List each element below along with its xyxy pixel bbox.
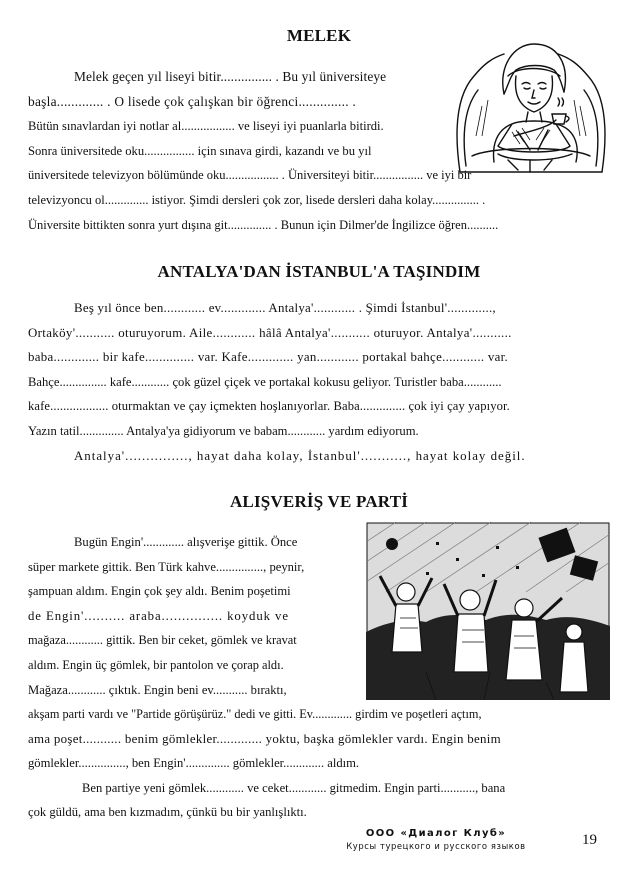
alisveris-title: ALIŞVERİŞ VE PARTİ	[229, 492, 409, 511]
publisher-footer	[316, 828, 556, 851]
alisveris-text-short	[28, 530, 358, 702]
woman-with-cup-illustration	[452, 36, 610, 174]
antalya-line: Bahçe............... kafe............ çok güzel çiçek ve portakal kokusu geliyor. Turistler baba............	[28, 374, 502, 389]
alisveris-line: şampuan aldım. Engin çok şey aldı. Benim poşetimi	[28, 584, 291, 599]
alisveris-line: ama poşet........... benim gömlekler............. yoktu, başka gömlekler vardı. Engin benim	[28, 731, 502, 746]
alisveris-line: de Engin'.......... araba............... koyduk ve	[28, 608, 289, 623]
melek-line: Üniversite bittikten sonra yurt dışına git.............. . Bunun için Dilmer'de İngilizce öğren..........	[28, 217, 499, 232]
alisveris-line: aldım. Engin üç gömlek, bir pantolon ve çorap aldı.	[28, 657, 284, 672]
antalya-title: ANTALYA'DAN İSTANBUL'A TAŞINDIM	[157, 262, 481, 281]
melek-title: MELEK	[286, 26, 352, 45]
alisveris-line: süper markete gittik. Ben Türk kahve..............., peynir,	[28, 559, 305, 574]
publisher-name: ООО «Диалог Клуб»	[365, 828, 507, 839]
page-number: 19	[582, 832, 597, 848]
antalya-line: Ortaköy'........... oturuyorum. Aile............ hâlâ Antalya'........... oturuyor. Antalya'...........	[28, 325, 512, 340]
alisveris-text-full	[28, 702, 608, 825]
melek-line: başla............. . O lisede çok çalışkan bir öğrenci.............. .	[28, 93, 357, 109]
antalya-text	[28, 296, 608, 468]
antalya-line: kafe.................. oturmaktan ve çay içmekten hoşlanıyorlar. Baba.............. çok iyi çay yapıyor.	[28, 399, 510, 414]
alisveris-line: Bugün Engin'............. alışverişe gittik. Önce	[74, 535, 298, 549]
melek-line: Melek geçen yıl liseyi bitir............... . Bu yıl üniversiteye	[74, 69, 387, 84]
alisveris-line: Ben partiye yeni gömlek............ ve ceket............ gitmedim. Engin parti..........., bana	[82, 780, 506, 795]
melek-line: Bütün sınavlardan iyi notlar al................. ve liseyi iyi puanlarla bitirdi.	[28, 119, 384, 134]
alisveris-line: Mağaza............ çıktık. Engin beni ev........... bıraktı,	[28, 682, 287, 697]
antalya-line: Yazın tatil.............. Antalya'ya gidiyorum ve babam............ yardım ediyorum.	[28, 423, 419, 438]
melek-line: televizyoncu ol.............. istiyor. Şimdi dersleri çok zor, lisede dersleri daha kolay............... .	[28, 192, 486, 207]
party-crowd-illustration	[366, 522, 610, 700]
melek-line: Sonra üniversitede oku................ için sınava girdi, kazandı ve bu yıl	[28, 143, 372, 158]
antalya-line: Antalya'..............., hayat daha kolay, İstanbul'..........., hayat kolay değil.	[74, 448, 526, 463]
alisveris-line: mağaza............ gittik. Ben bir ceket, gömlek ve kravat	[28, 633, 297, 648]
publisher-courses: Курсы турецкого и русского языков	[346, 841, 526, 851]
alisveris-line: çok güldü, ama ben kızmadım, çünkü bu bir yanlışlıktı.	[28, 805, 307, 820]
antalya-line: baba............. bir kafe.............. var. Kafe............. yan............ portakal bahçe............ var.	[28, 350, 509, 365]
antalya-line: Beş yıl önce ben............ ev............. Antalya'............ . Şimdi İstanbul'.............,	[74, 301, 496, 315]
alisveris-line: gömlekler..............., ben Engin'.............. gömlekler............. aldım.	[28, 756, 360, 771]
alisveris-line: akşam parti vardı ve "Partide görüşürüz." dedi ve gitti. Ev............. girdim ve poşetleri açtım,	[28, 707, 482, 721]
melek-line: üniversitede televizyon bölümünde oku................. . Üniversiteyi bitir................ ve iyi bir	[28, 168, 472, 183]
